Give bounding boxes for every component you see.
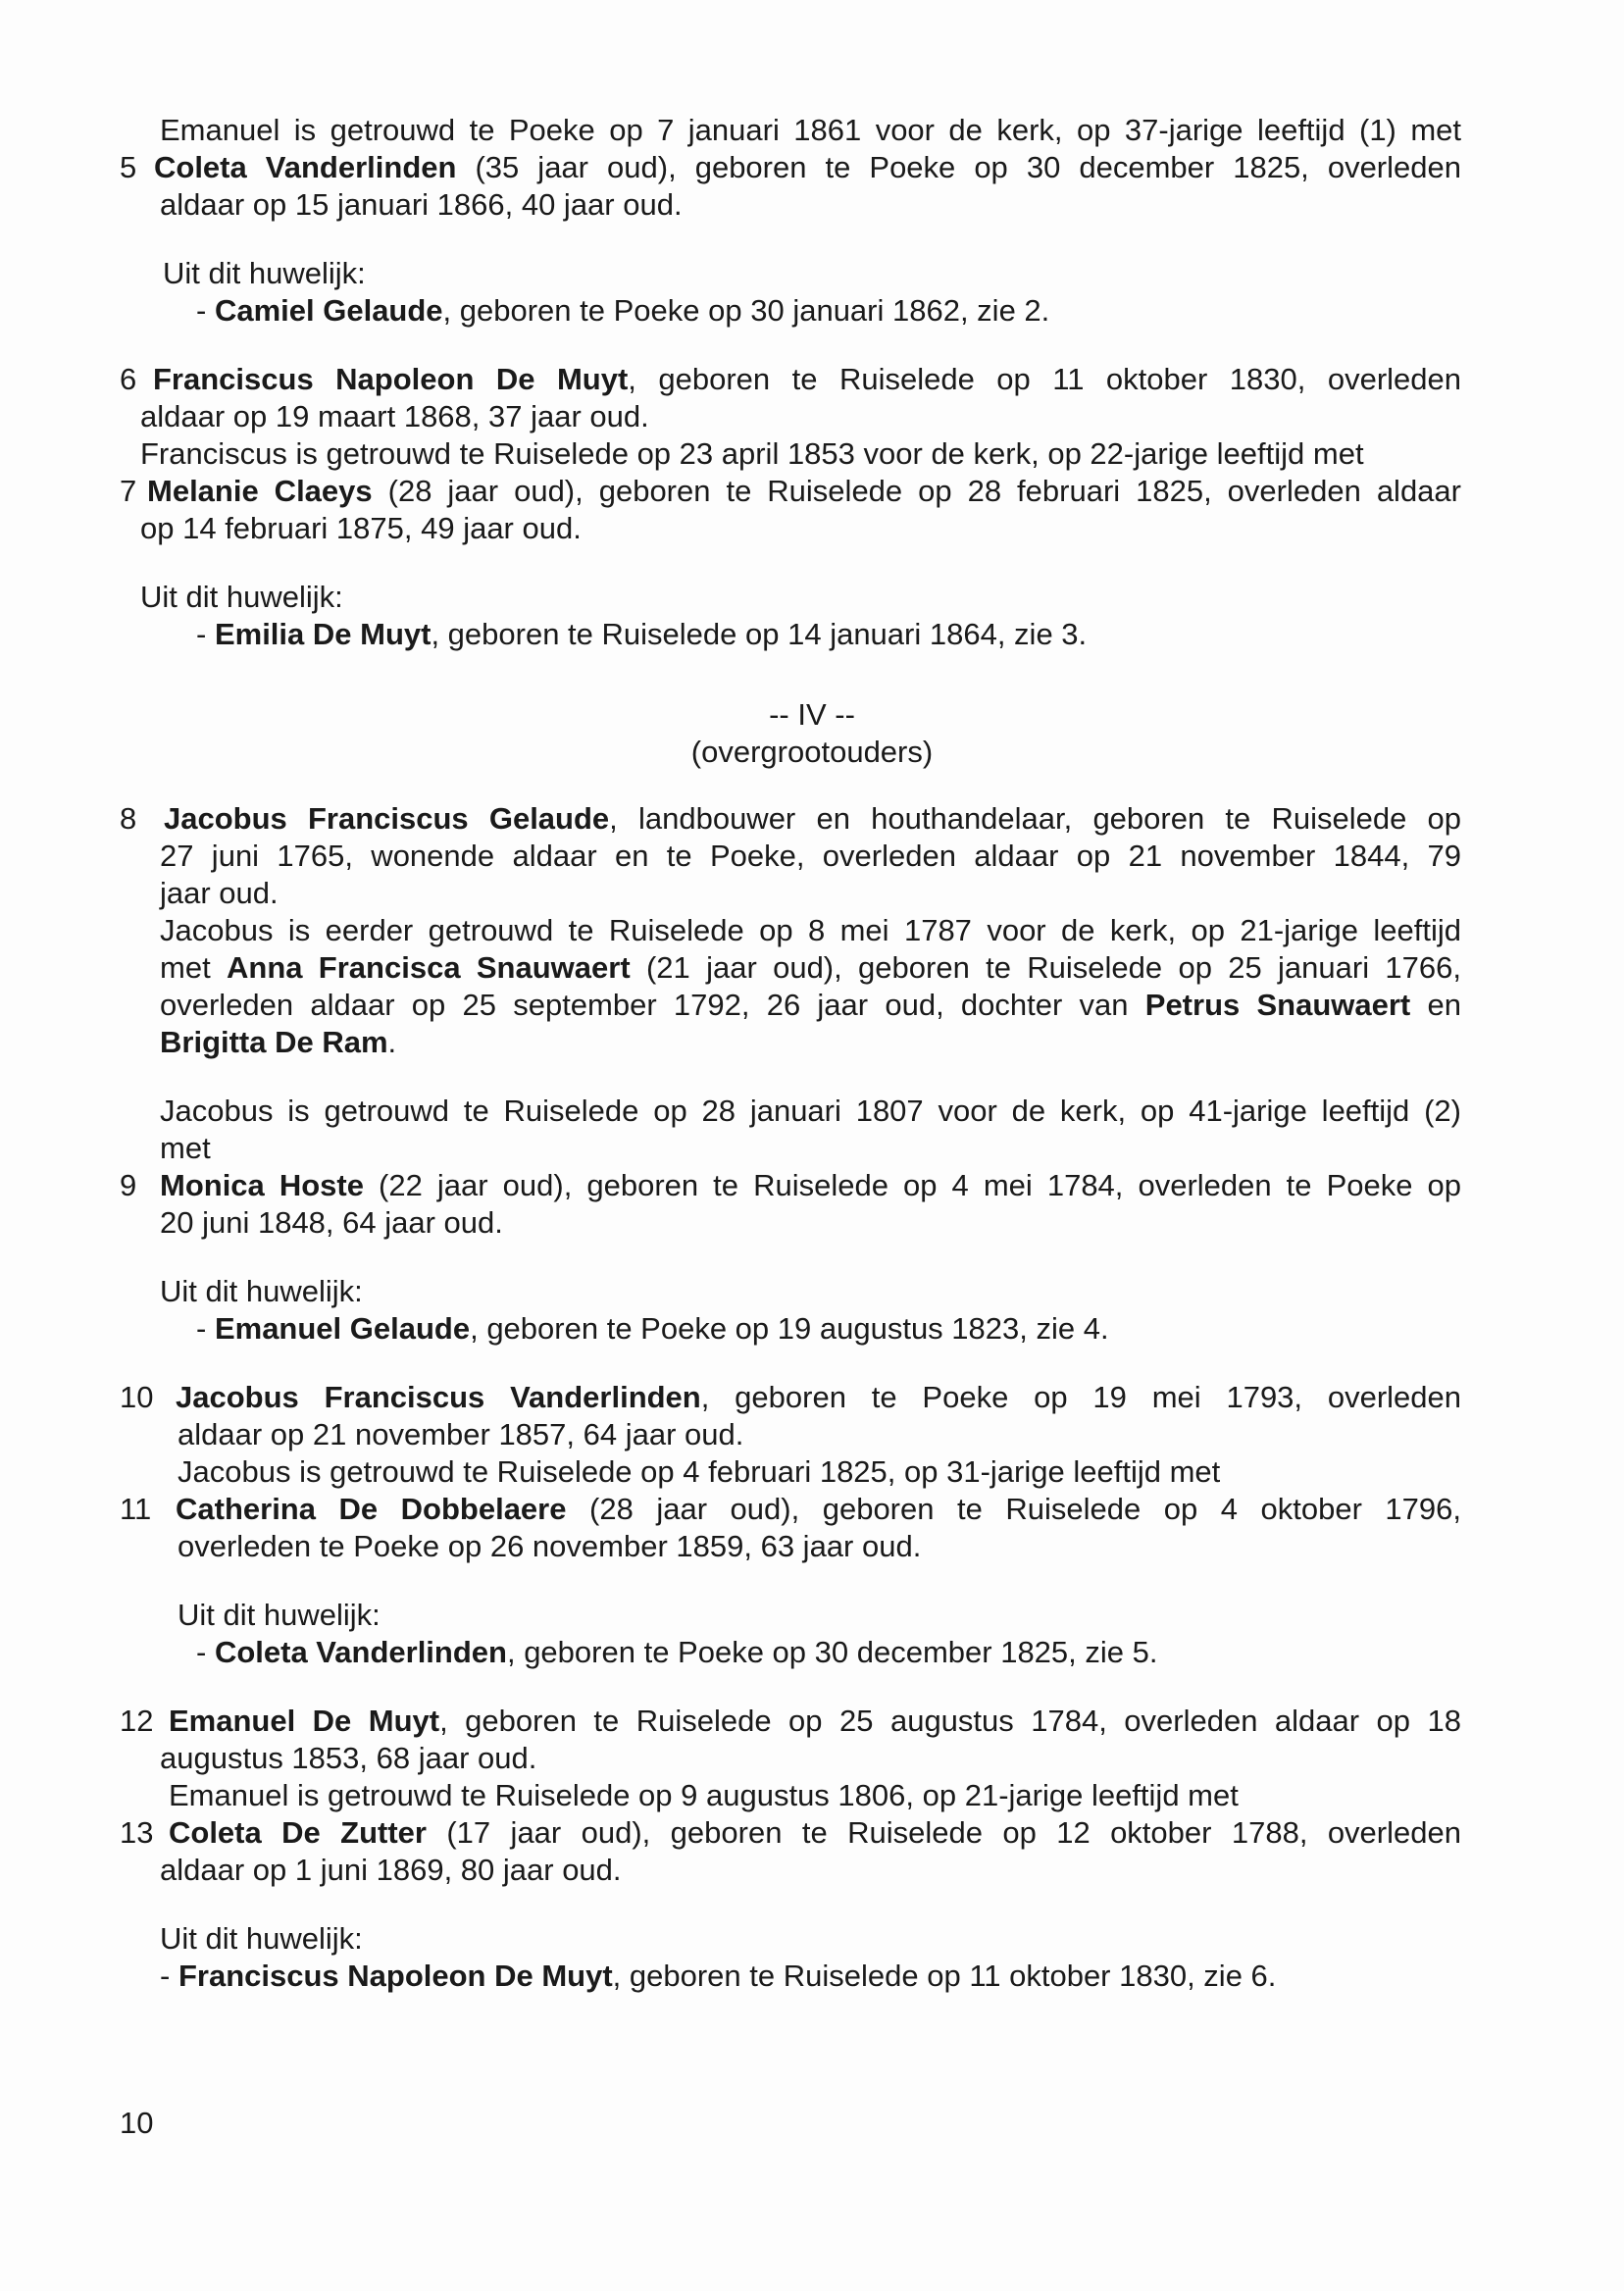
spouse-father-name: Petrus Snauwaert <box>1144 988 1411 1022</box>
entry7-line1: Melanie Claeys (28 jaar oud), geboren te Ruiselede op 28 februari 1825, overleden aldaar <box>147 474 1461 508</box>
generation-subtitle: (overgrootouders) <box>690 735 934 769</box>
entry5-line2: aldaar op 15 januari 1866, 40 jaar oud. <box>160 187 683 222</box>
entry5-child-name: Camiel Gelaude <box>214 293 443 328</box>
entry7-name: Melanie Claeys <box>147 474 373 508</box>
entry8-line3: jaar oud. <box>160 876 279 910</box>
entry8-number: 8 <box>120 801 137 836</box>
entry5-intro: Emanuel is getrouwd te Poeke op 7 januari 1861 voor de kerk, op 37-jarige leeftijd (1) met <box>160 113 1461 147</box>
entry10-line3: Jacobus is getrouwd te Ruiselede op 4 februari 1825, op 31-jarige leeftijd met <box>178 1454 1221 1489</box>
entry13-line2: aldaar op 1 juni 1869, 80 jaar oud. <box>160 1853 622 1887</box>
entry13-child: - Franciscus Napoleon De Muyt, geboren te Ruiselede op 11 oktober 1830, zie 6. <box>160 1959 1277 1993</box>
entry8-name: Jacobus Franciscus Gelaude <box>164 801 610 836</box>
entry13-line1: Coleta De Zutter (17 jaar oud), geboren te Ruiselede op 12 oktober 1788, overleden <box>169 1815 1461 1850</box>
entry6-name: Franciscus Napoleon De Muyt <box>153 362 629 396</box>
entry10-line2: aldaar op 21 november 1857, 64 jaar oud. <box>178 1417 744 1451</box>
entry11-number: 11 <box>120 1492 152 1526</box>
entry10-line1: Jacobus Franciscus Vanderlinden, geboren te Poeke op 19 mei 1793, overleden <box>176 1380 1462 1414</box>
entry8-line4: Jacobus is eerder getrouwd te Ruiselede op 8 mei 1787 voor de kerk, op 21-jarige leeftijd <box>160 913 1461 947</box>
entry13-child-name: Franciscus Napoleon De Muyt <box>178 1959 613 1993</box>
entry9-child-name: Emanuel Gelaude <box>214 1311 471 1346</box>
entry9-name: Monica Hoste <box>160 1168 364 1202</box>
entry13-children-heading: Uit dit huwelijk: <box>160 1921 363 1956</box>
entry8-line2: 27 juni 1765, wonende aldaar en te Poeke, overleden aldaar op 21 november 1844, 79 <box>160 839 1461 873</box>
entry8-line1: Jacobus Franciscus Gelaude, landbouwer en houthandelaar, geboren te Ruiselede op <box>164 801 1461 836</box>
entry9-line1: Monica Hoste (22 jaar oud), geboren te Ruiselede op 4 mei 1784, overleden te Poeke op <box>160 1168 1462 1202</box>
entry6-line2: aldaar op 19 maart 1868, 37 jaar oud. <box>140 399 649 433</box>
entry13-number: 13 <box>120 1815 154 1850</box>
entry8-line8: Jacobus is getrouwd te Ruiselede op 28 januari 1807 voor de kerk, op 41-jarige leeftijd (2) <box>160 1094 1461 1128</box>
entry7-children-heading: Uit dit huwelijk: <box>140 580 343 614</box>
entry13-name: Coleta De Zutter <box>169 1815 427 1850</box>
entry8-line9: met <box>160 1131 211 1165</box>
entry12-name: Emanuel De Muyt <box>169 1704 440 1738</box>
entry12-line1: Emanuel De Muyt, geboren te Ruiselede op 25 augustus 1784, overleden aldaar op 18 <box>169 1704 1461 1738</box>
page-number: 10 <box>120 2106 154 2140</box>
entry7-child: - Emilia De Muyt, geboren te Ruiselede op 14 januari 1864, zie 3. <box>196 617 1088 651</box>
entry7-child-name: Emilia De Muyt <box>214 617 431 651</box>
entry6-line1: Franciscus Napoleon De Muyt, geboren te Ruiselede op 11 oktober 1830, overleden <box>153 362 1461 396</box>
entry10-number: 10 <box>120 1380 154 1414</box>
entry8-line6: overleden aldaar op 25 september 1792, 26 jaar oud, dochter van Petrus Snauwaert en <box>160 988 1461 1022</box>
entry11-child: - Coleta Vanderlinden, geboren te Poeke op 30 december 1825, zie 5. <box>196 1635 1158 1669</box>
entry11-child-name: Coleta Vanderlinden <box>214 1635 507 1669</box>
first-spouse-name: Anna Francisca Snauwaert <box>227 950 631 985</box>
entry11-line1: Catherina De Dobbelaere (28 jaar oud), geboren te Ruiselede op 4 oktober 1796, <box>176 1492 1462 1526</box>
entry9-line2: 20 juni 1848, 64 jaar oud. <box>160 1205 503 1240</box>
entry5-child: - Camiel Gelaude, geboren te Poeke op 30 januari 1862, zie 2. <box>196 293 1050 328</box>
entry8-line5: met Anna Francisca Snauwaert (21 jaar oud), geboren te Ruiselede op 25 januari 1766, <box>160 950 1461 985</box>
entry11-name: Catherina De Dobbelaere <box>176 1492 567 1526</box>
entry12-number: 12 <box>120 1704 154 1738</box>
entry6-number: 6 <box>120 362 137 396</box>
entry9-child: - Emanuel Gelaude, geboren te Poeke op 19 augustus 1823, zie 4. <box>196 1311 1109 1346</box>
entry9-number: 9 <box>120 1168 137 1202</box>
entry8-line7: Brigitta De Ram. <box>160 1025 397 1059</box>
entry5-line1: Coleta Vanderlinden (35 jaar oud), geboren te Poeke op 30 december 1825, overleden <box>154 150 1461 184</box>
entry5-children-heading: Uit dit huwelijk: <box>163 256 366 290</box>
entry5-number: 5 <box>120 150 137 184</box>
entry11-children-heading: Uit dit huwelijk: <box>178 1598 381 1632</box>
entry10-name: Jacobus Franciscus Vanderlinden <box>176 1380 701 1414</box>
generation-heading: -- IV -- <box>769 697 855 732</box>
entry7-number: 7 <box>120 474 137 508</box>
entry9-children-heading: Uit dit huwelijk: <box>160 1274 363 1308</box>
entry5-name: Coleta Vanderlinden <box>154 150 457 184</box>
entry7-line2: op 14 februari 1875, 49 jaar oud. <box>140 511 582 545</box>
entry12-line2: augustus 1853, 68 jaar oud. <box>160 1741 537 1775</box>
spouse-mother-name: Brigitta De Ram <box>160 1025 388 1059</box>
entry12-line3: Emanuel is getrouwd te Ruiselede op 9 augustus 1806, op 21-jarige leeftijd met <box>169 1778 1239 1812</box>
entry11-line2: overleden te Poeke op 26 november 1859, 63 jaar oud. <box>178 1529 922 1563</box>
entry6-line3: Franciscus is getrouwd te Ruiselede op 23 april 1853 voor de kerk, op 22-jarige leeftijd met <box>140 436 1364 471</box>
